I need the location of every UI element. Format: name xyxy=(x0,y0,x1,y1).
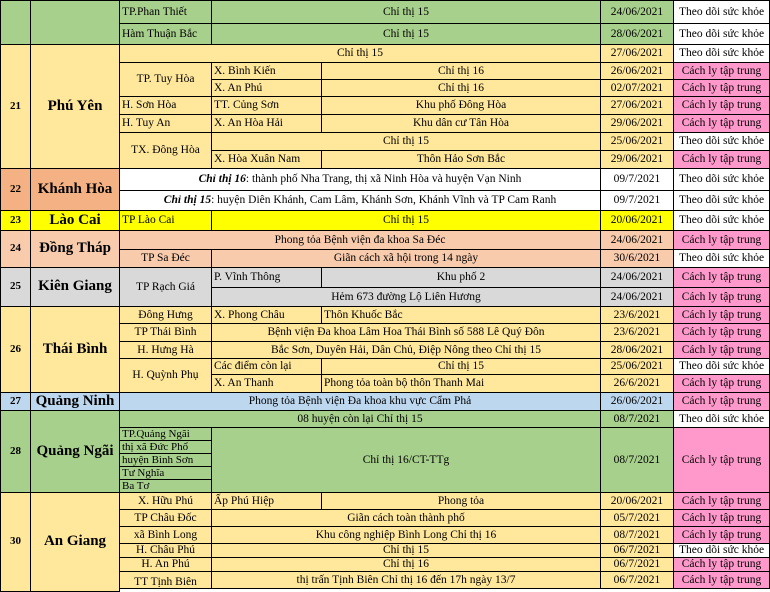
date-hung-ha: 28/06/2021 xyxy=(600,341,674,359)
province-cell-prev xyxy=(30,0,120,45)
sub-phong-chau: X. Phong Châu xyxy=(211,306,322,324)
date-vinh-thong: 24/06/2021 xyxy=(600,267,674,288)
measure-cung-son: Khu phố Đông Hòa xyxy=(321,96,601,115)
sub-hoa-xuan-nam: X. Hòa Xuân Nam xyxy=(211,150,322,169)
province-quang-ngai: Quảng Ngãi xyxy=(30,410,120,493)
sub-binh-kien: X. Bình Kiến xyxy=(211,62,322,80)
no-an-giang: 30 xyxy=(0,492,31,592)
measure-tinh-bien: thị trấn Tịnh Biên Chỉ thị 16 đến 17h ngày 13/7 xyxy=(211,571,601,589)
status-hem-673: Cách ly tập trung xyxy=(673,287,770,307)
loc-rach-gia: TP Rạch Giá xyxy=(119,267,212,307)
measure-hoa-xuan-nam: Thôn Hảo Sơn Bắc xyxy=(321,150,601,169)
date-phu-yen: 27/06/2021 xyxy=(600,44,674,63)
loc-tinh-bien: TT Tịnh Biên xyxy=(119,571,212,589)
date-ct16-ctttg: 08/7/2021 xyxy=(600,427,674,493)
measure-ham-thuan: Chỉ thị 15 xyxy=(211,23,601,45)
province-khanh-hoa: Khánh Hòa xyxy=(30,168,120,211)
ct16-label: Chỉ thị 16 xyxy=(198,173,246,186)
date-khanh-hoa-ct16: 09/7/2021 xyxy=(600,168,674,191)
date-ap-phu-hiep: 20/06/2021 xyxy=(600,492,674,510)
status-binh-kien: Cách ly tập trung xyxy=(673,62,770,80)
measure-phu-yen: Chỉ thị 15 xyxy=(119,44,601,63)
status-ham-thuan: Theo dõi sức khỏe xyxy=(673,23,770,45)
date-08-huyen: 08/7/2021 xyxy=(600,410,674,428)
place-item: TP.Quảng Ngãi xyxy=(120,428,211,441)
date-khanh-hoa-ct15: 09/7/2021 xyxy=(600,190,674,211)
loc-sa-dec: TP Sa Đéc xyxy=(119,249,212,268)
loc-chau-phu: H. Châu Phú xyxy=(119,543,212,558)
measure-dong-hoa: Chỉ thị 15 xyxy=(211,132,601,151)
date-an-phu: 02/07/2021 xyxy=(600,79,674,97)
date-binh-kien: 26/06/2021 xyxy=(600,62,674,80)
date-an-phu-ag: 06/7/2021 xyxy=(600,557,674,572)
ct16-areas: : thành phố Nha Trang, thị xã Ninh Hòa và huyện Vạn Ninh xyxy=(245,173,522,186)
province-dong-thap: Đồng Tháp xyxy=(30,230,120,268)
status-chau-phu: Theo dõi sức khỏe xyxy=(673,543,770,558)
no-quang-ngai: 28 xyxy=(0,410,31,493)
no-kien-giang: 25 xyxy=(0,267,31,307)
loc-ham-thuan: Hàm Thuận Bắc xyxy=(119,23,212,45)
measure-sa-dec-hospital: Phong tỏa Bệnh viện đa khoa Sa Đéc xyxy=(119,230,601,250)
province-thai-binh: Thái Bình xyxy=(30,306,120,393)
status-an-phu: Cách ly tập trung xyxy=(673,79,770,97)
date-hem-673: 24/06/2021 xyxy=(600,287,674,307)
measure-chau-phu: Chỉ thị 15 xyxy=(211,543,601,558)
measure-phong-chau: Thôn Khuốc Bắc xyxy=(321,306,601,324)
date-tinh-bien: 06/7/2021 xyxy=(600,571,674,589)
place-item: huyện Bình Sơn xyxy=(120,454,211,467)
loc-son-hoa: H. Sơn Hòa xyxy=(119,96,212,115)
measure-binh-kien: Chỉ thị 16 xyxy=(321,62,601,80)
date-lam-hoa: 23/6/2021 xyxy=(600,323,674,342)
date-ham-thuan: 28/06/2021 xyxy=(600,23,674,45)
measure-hung-ha: Bắc Sơn, Duyên Hải, Dân Chủ, Điệp Nông theo Chỉ thị 15 xyxy=(211,341,601,359)
date-sa-dec: 30/6/2021 xyxy=(600,249,674,268)
measure-khanh-hoa-ct15 xyxy=(119,190,601,211)
loc-tuy-hoa: TP. Tuy Hòa xyxy=(119,62,212,97)
status-khanh-hoa-ct16: Theo dõi sức khỏe xyxy=(673,168,770,191)
measure-cam-pha: Phong tỏa Bệnh viện Đa khoa khu vực Cẩm Phả xyxy=(119,392,601,411)
province-quang-ninh: Quảng Ninh xyxy=(30,392,120,411)
status-sa-dec: Theo dõi sức khỏe xyxy=(673,249,770,268)
status-vinh-thong: Cách ly tập trung xyxy=(673,267,770,288)
status-08-huyen: Theo dõi sức khỏe xyxy=(673,410,770,428)
date-chau-phu: 06/7/2021 xyxy=(600,543,674,558)
status-phu-yen: Theo dõi sức khỏe xyxy=(673,44,770,63)
status-lao-cai: Theo dõi sức khỏe xyxy=(673,210,770,231)
status-an-phu-ag: Cách ly tập trung xyxy=(673,557,770,572)
no-dong-thap: 24 xyxy=(0,230,31,268)
ct15-areas: : huyện Diên Khánh, Cam Lâm, Khánh Sơn, Khánh Vĩnh và TP Cam Ranh xyxy=(211,194,557,207)
loc-quynh-phu: H. Quỳnh Phụ xyxy=(119,358,212,393)
measure-lam-hoa: Bệnh viện Đa khoa Lâm Hoa Thái Bình số 588 Lê Quý Đôn xyxy=(211,323,601,342)
measure-08-huyen: 08 huyện còn lại Chỉ thị 15 xyxy=(119,410,601,428)
status-lam-hoa: Cách ly tập trung xyxy=(673,323,770,342)
status-ct16-ctttg: Cách ly tập trung xyxy=(673,427,770,493)
status-cac-diem: Theo dõi sức khỏe xyxy=(673,358,770,375)
measure-vinh-thong: Khu phố 2 xyxy=(321,267,601,288)
no-phu-yen: 21 xyxy=(0,44,31,169)
measure-ap-phu-hiep: Phong tỏa xyxy=(321,492,601,510)
sub-an-thanh: X. An Thanh xyxy=(211,374,322,393)
province-lao-cai: Lào Cai xyxy=(30,210,120,231)
loc-huu-phu: X. Hữu Phú xyxy=(119,492,212,510)
loc-hung-ha: H. Hưng Hà xyxy=(119,341,212,359)
sub-cac-diem: Các điểm còn lại xyxy=(211,358,322,375)
measure-cac-diem: Chỉ thị 15 xyxy=(321,358,601,375)
date-hoa-xuan-nam: 29/06/2021 xyxy=(600,150,674,169)
measure-an-phu-ag: Chỉ thị 16 xyxy=(211,557,601,572)
measure-sa-dec: Giãn cách xã hội trong 14 ngày xyxy=(211,249,601,268)
date-chau-doc: 05/7/2021 xyxy=(600,509,674,527)
date-an-thanh: 26/6/2021 xyxy=(600,374,674,393)
status-tinh-bien: Cách ly tập trung xyxy=(673,571,770,589)
no-quang-ninh: 27 xyxy=(0,392,31,411)
measure-an-phu: Chỉ thị 16 xyxy=(321,79,601,97)
sub-an-hoa-hai: X. An Hòa Hải xyxy=(211,114,322,133)
status-hung-ha: Cách ly tập trung xyxy=(673,341,770,359)
status-cung-son: Cách ly tập trung xyxy=(673,96,770,115)
date-sa-dec-hospital: 24/06/2021 xyxy=(600,230,674,250)
ct15-label: Chỉ thị 15 xyxy=(163,194,212,207)
places-quang-ngai xyxy=(119,427,212,493)
status-cam-pha: Cách ly tập trung xyxy=(673,392,770,411)
status-khanh-hoa-ct15: Theo dõi sức khỏe xyxy=(673,190,770,211)
no-thai-binh: 26 xyxy=(0,306,31,393)
status-hoa-xuan-nam: Cách ly tập trung xyxy=(673,150,770,169)
province-an-giang: An Giang xyxy=(30,492,120,592)
place-item: Ba Tơ xyxy=(122,480,150,492)
loc-phan-thiet: TP.Phan Thiết xyxy=(119,0,212,24)
place-item: Tư Nghĩa xyxy=(120,467,211,480)
loc-chau-doc: TP Châu Đốc xyxy=(119,509,212,527)
place-item: thị xã Đức Phổ xyxy=(120,441,211,454)
measure-chau-doc: Giãn cách toàn thành phố xyxy=(211,509,601,527)
loc-dong-hung: Đông Hưng xyxy=(119,306,212,324)
loc-dong-hoa: TX. Đông Hòa xyxy=(119,132,212,169)
date-cac-diem: 25/06/2021 xyxy=(600,358,674,375)
sub-cung-son: TT. Củng Sơn xyxy=(211,96,322,115)
measure-an-hoa-hai: Khu dân cư Tân Hòa xyxy=(321,114,601,133)
loc-binh-long: xã Bình Long xyxy=(119,526,212,544)
sub-an-phu: X. An Phú xyxy=(211,79,322,97)
measure-lao-cai: Chỉ thị 15 xyxy=(211,210,601,231)
status-dong-hoa: Theo dõi sức khỏe xyxy=(673,132,770,151)
date-lao-cai: 20/06/2021 xyxy=(600,210,674,231)
date-phan-thiet: 24/06/2021 xyxy=(600,0,674,24)
no-khanh-hoa: 22 xyxy=(0,168,31,211)
loc-lao-cai: TP Lào Cai xyxy=(119,210,212,231)
measure-ct16-ctttg: Chỉ thị 16/CT-TTg xyxy=(211,427,601,493)
status-an-thanh: Cách ly tập trung xyxy=(673,374,770,393)
loc-an-phu-ag: H. An Phú xyxy=(119,557,212,572)
status-chau-doc: Cách ly tập trung xyxy=(673,509,770,527)
measure-binh-long: Khu công nghiệp Bình Long Chỉ thị 16 xyxy=(211,526,601,544)
sub-vinh-thong: P. Vĩnh Thông xyxy=(211,267,322,288)
date-dong-hoa: 25/06/2021 xyxy=(600,132,674,151)
date-cung-son: 27/06/2021 xyxy=(600,96,674,115)
loc-tuy-an: H. Tuy An xyxy=(119,114,212,133)
province-phu-yen: Phú Yên xyxy=(30,44,120,169)
status-phong-chau: Cách ly tập trung xyxy=(673,306,770,324)
no-cell-prev xyxy=(0,0,31,45)
measure-phan-thiet: Chỉ thị 15 xyxy=(211,0,601,24)
measure-an-thanh: Phong tỏa toàn bộ thôn Thanh Mai xyxy=(321,374,601,393)
status-ap-phu-hiep: Cách ly tập trung xyxy=(673,492,770,510)
status-an-hoa-hai: Cách ly tập trung xyxy=(673,114,770,133)
no-lao-cai: 23 xyxy=(0,210,31,231)
status-binh-long: Cách ly tập trung xyxy=(673,526,770,544)
measure-khanh-hoa-ct16 xyxy=(119,168,601,191)
status-phan-thiet: Theo dõi sức khỏe xyxy=(673,0,770,24)
date-phong-chau: 23/6/2021 xyxy=(600,306,674,324)
status-sa-dec-hospital: Cách ly tập trung xyxy=(673,230,770,250)
sub-ap-phu-hiep: Ấp Phú Hiệp xyxy=(211,492,322,510)
measure-hem-673: Hẻm 673 đường Lộ Liên Hương xyxy=(211,287,601,307)
date-an-hoa-hai: 29/06/2021 xyxy=(600,114,674,133)
loc-tp-thai-binh: TP Thái Bình xyxy=(119,323,212,342)
date-binh-long: 08/7/2021 xyxy=(600,526,674,544)
date-cam-pha: 26/06/2021 xyxy=(600,392,674,411)
province-kien-giang: Kiên Giang xyxy=(30,267,120,307)
